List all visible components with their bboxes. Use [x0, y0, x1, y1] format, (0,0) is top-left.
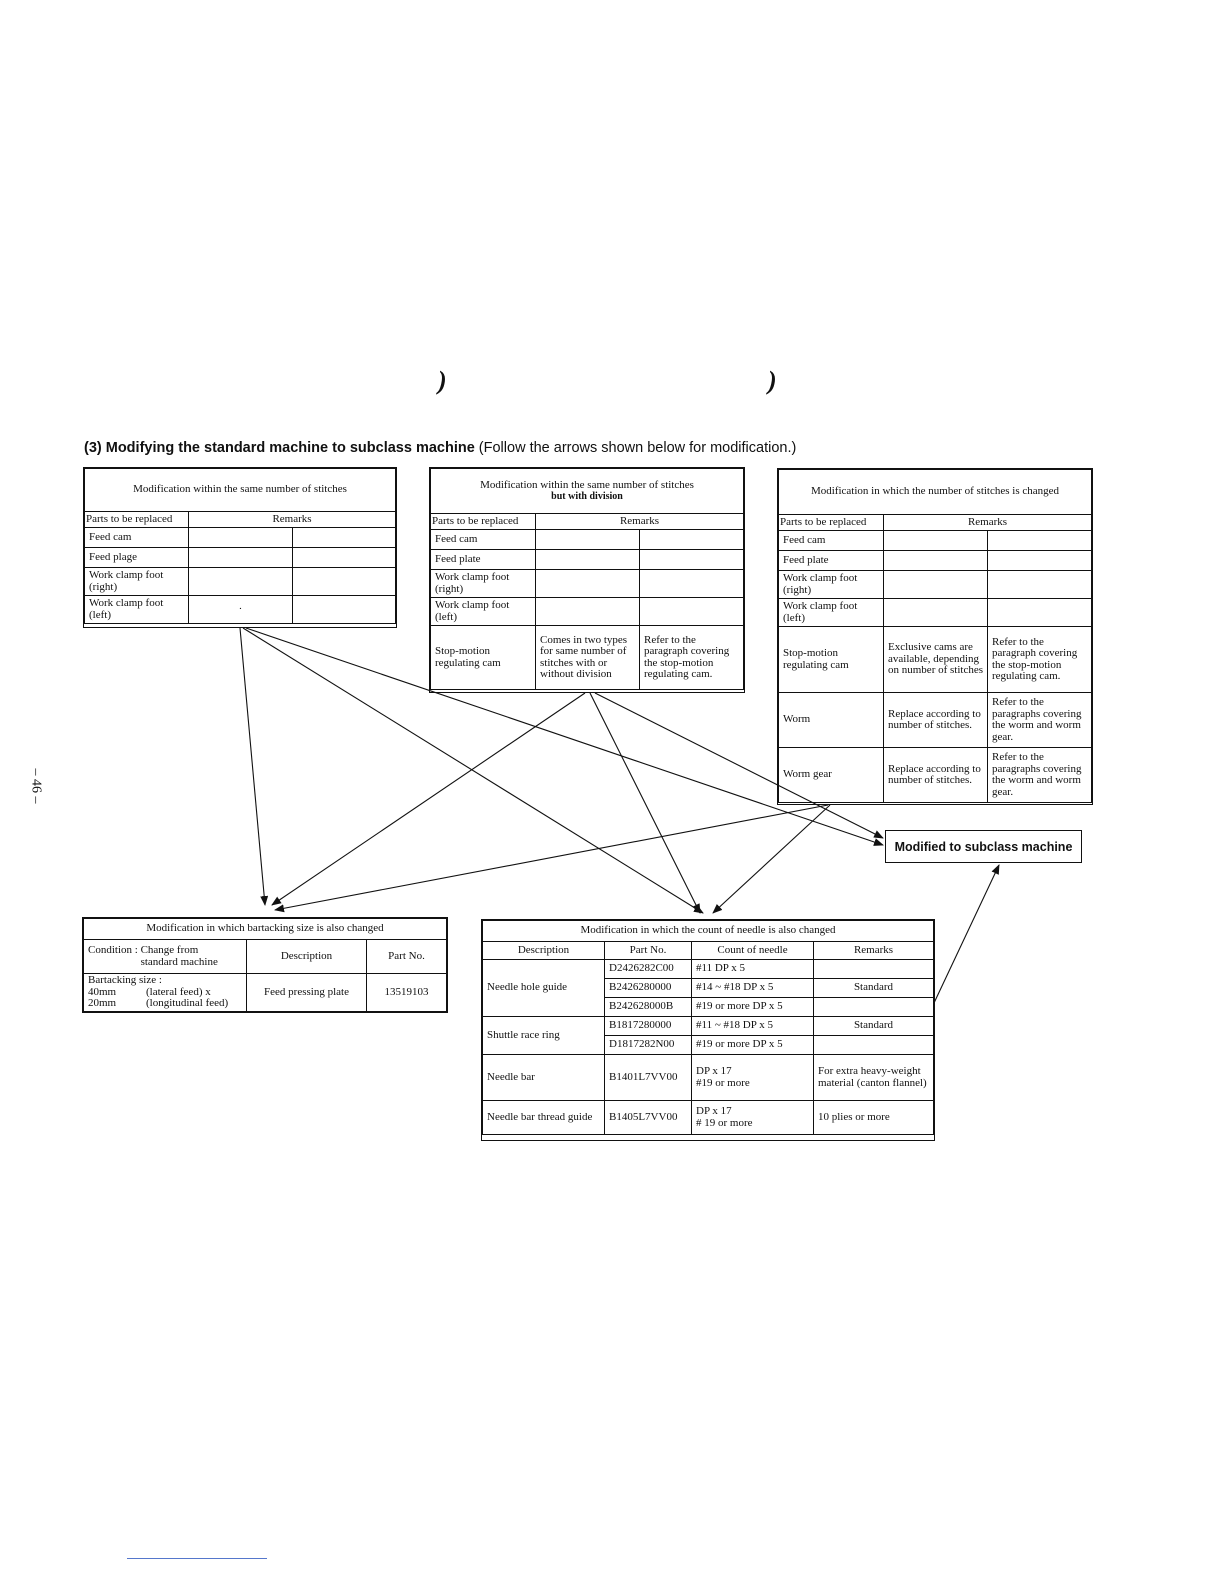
needle-bar-label: Needle bar	[483, 1055, 605, 1101]
col-parts-header: Parts to be replaced	[431, 514, 536, 530]
part-no-cell: D2426282C00	[605, 960, 692, 979]
table-same-stitches	[83, 467, 397, 628]
dot-mark: ·	[189, 596, 293, 624]
remark-cell: Exclusive cams are available, depending on number of stitches	[884, 627, 988, 693]
remarks-cell	[814, 1036, 934, 1055]
col-remarks-header: Remarks	[536, 514, 744, 530]
table-needle-count	[481, 919, 935, 1141]
col-parts-header: Parts to be replaced	[85, 512, 189, 528]
remarks-cell: Standard	[814, 979, 934, 998]
remark-cell: Refer to the paragraphs covering the worm and worm gear.	[988, 748, 1092, 803]
col-remarks-header: Remarks	[189, 512, 396, 528]
part-cell: Worm	[779, 693, 884, 748]
remarks-cell	[814, 998, 934, 1017]
remark-cell: Replace according to number of stitches.	[884, 748, 988, 803]
table-division	[429, 467, 745, 693]
part-no-cell: D1817282N00	[605, 1036, 692, 1055]
arrow-changed-to-needle	[713, 805, 830, 913]
footer-rule	[127, 1558, 267, 1559]
table-bartacking	[82, 917, 448, 1013]
remark-cell: Comes in two types for same number of stitches with or without division	[536, 626, 640, 690]
table-stitches-changed	[777, 468, 1093, 805]
part-cell: Feed plage	[85, 548, 189, 568]
subclass-machine-box: Modified to subclass machine	[885, 830, 1082, 863]
col-remarks-header: Remarks	[814, 942, 934, 960]
col-remarks-header: Remarks	[884, 515, 1092, 531]
count-line: # 19 or more	[696, 1116, 753, 1129]
part-no-cell: B1817280000	[605, 1017, 692, 1036]
count-cell: #11 ~ #18 DP x 5	[692, 1017, 814, 1036]
arrow-same-to-bartack	[240, 628, 265, 905]
col-parts-header: Parts to be replaced	[779, 515, 884, 531]
size-value: 40mm	[88, 985, 117, 998]
binding-mark-left: )	[438, 366, 447, 395]
remark-cell: Refer to the paragraphs covering the worm and worm gear.	[988, 693, 1092, 748]
part-no-cell: B1401L7VV00	[605, 1055, 692, 1101]
count-cell: #14 ~ #18 DP x 5	[692, 979, 814, 998]
part-cell: Stop-motion regulating cam	[431, 626, 536, 690]
count-cell	[692, 1101, 814, 1135]
count-cell	[692, 1055, 814, 1101]
arrow-changed-to-bartack	[275, 805, 828, 910]
remarks-cell: For extra heavy-weight material (canton flannel)	[814, 1055, 934, 1101]
part-no-cell: B2426280000	[605, 979, 692, 998]
part-cell: Work clamp foot (left)	[431, 598, 536, 626]
count-cell: #19 or more DP x 5	[692, 998, 814, 1017]
part-no-cell: B242628000B	[605, 998, 692, 1017]
heading-note: (Follow the arrows shown below for modification.)	[474, 440, 797, 456]
col-description-header: Description	[483, 942, 605, 960]
binding-mark-right: )	[768, 366, 777, 395]
col-part-no-header: Part No.	[367, 940, 447, 974]
size-direction: (lateral feed) x	[146, 985, 211, 998]
remark-cell: Refer to the paragraph covering the stop-motion regulating cam.	[640, 626, 744, 690]
count-cell: #19 or more DP x 5	[692, 1036, 814, 1055]
part-cell: Feed cam	[85, 528, 189, 548]
remarks-cell: 10 plies or more	[814, 1101, 934, 1135]
part-cell: Feed cam	[431, 530, 536, 550]
count-cell: #11 DP x 5	[692, 960, 814, 979]
part-cell: Work clamp foot (left)	[85, 596, 189, 624]
table-needle-caption: Modification in which the count of needle is also changed	[483, 921, 934, 942]
part-no-cell: B1405L7VV00	[605, 1101, 692, 1135]
table-same-caption: Modification within the same number of stitches	[85, 469, 396, 512]
part-cell: Worm gear	[779, 748, 884, 803]
caption-subline: but with division	[551, 491, 623, 502]
part-cell: Feed plate	[779, 551, 884, 571]
part-cell: Work clamp foot (right)	[431, 570, 536, 598]
arrow-needle-to-subclass	[934, 865, 999, 1003]
part-no-cell: 13519103	[367, 974, 447, 1012]
caption-line: Modification within the same number of stitches	[480, 478, 694, 491]
count-line: DP x 17	[696, 1105, 732, 1117]
remarks-cell: Standard	[814, 1017, 934, 1036]
size-value: 20mm	[88, 997, 117, 1010]
remark-cell: Replace according to number of stitches.	[884, 693, 988, 748]
part-cell: Stop-motion regulating cam	[779, 627, 884, 693]
heading-bold: (3) Modifying the standard machine to subclass machine	[84, 440, 475, 456]
part-cell: Work clamp foot (right)	[85, 568, 189, 596]
col-count-header: Count of needle	[692, 942, 814, 960]
part-cell: Work clamp foot (right)	[779, 571, 884, 599]
arrow-division-to-needle	[590, 693, 700, 913]
count-line: DP x 17	[696, 1065, 732, 1077]
col-part-no-header: Part No.	[605, 942, 692, 960]
size-direction: (longitudinal feed)	[146, 997, 229, 1010]
description-cell: Feed pressing plate	[247, 974, 367, 1012]
bartack-size-cell	[84, 974, 247, 1012]
part-cell: Feed cam	[779, 531, 884, 551]
table-division-caption	[431, 469, 744, 514]
part-cell: Work clamp foot (left)	[779, 599, 884, 627]
needle-hole-guide-label: Needle hole guide	[483, 960, 605, 1017]
col-description-header: Description	[247, 940, 367, 974]
shuttle-race-ring-label: Shuttle race ring	[483, 1017, 605, 1055]
remarks-cell	[814, 960, 934, 979]
table-changed-caption: Modification in which the number of stitches is changed	[779, 470, 1092, 515]
remark-cell: Refer to the paragraph covering the stop-motion regulating cam.	[988, 627, 1092, 693]
page-number: – 46 –	[28, 768, 44, 804]
arrow-division-to-bartack	[272, 693, 585, 905]
condition-label: Condition :	[88, 944, 138, 956]
condition-value: Change from standard machine	[140, 944, 218, 968]
size-label: Bartacking size :	[88, 974, 162, 987]
condition-cell	[84, 940, 247, 974]
thread-guide-label: Needle bar thread guide	[483, 1101, 605, 1135]
table-bartack-caption: Modification in which bartacking size is also changed	[84, 919, 447, 940]
count-line: #19 or more	[696, 1076, 750, 1089]
part-cell: Feed plate	[431, 550, 536, 570]
